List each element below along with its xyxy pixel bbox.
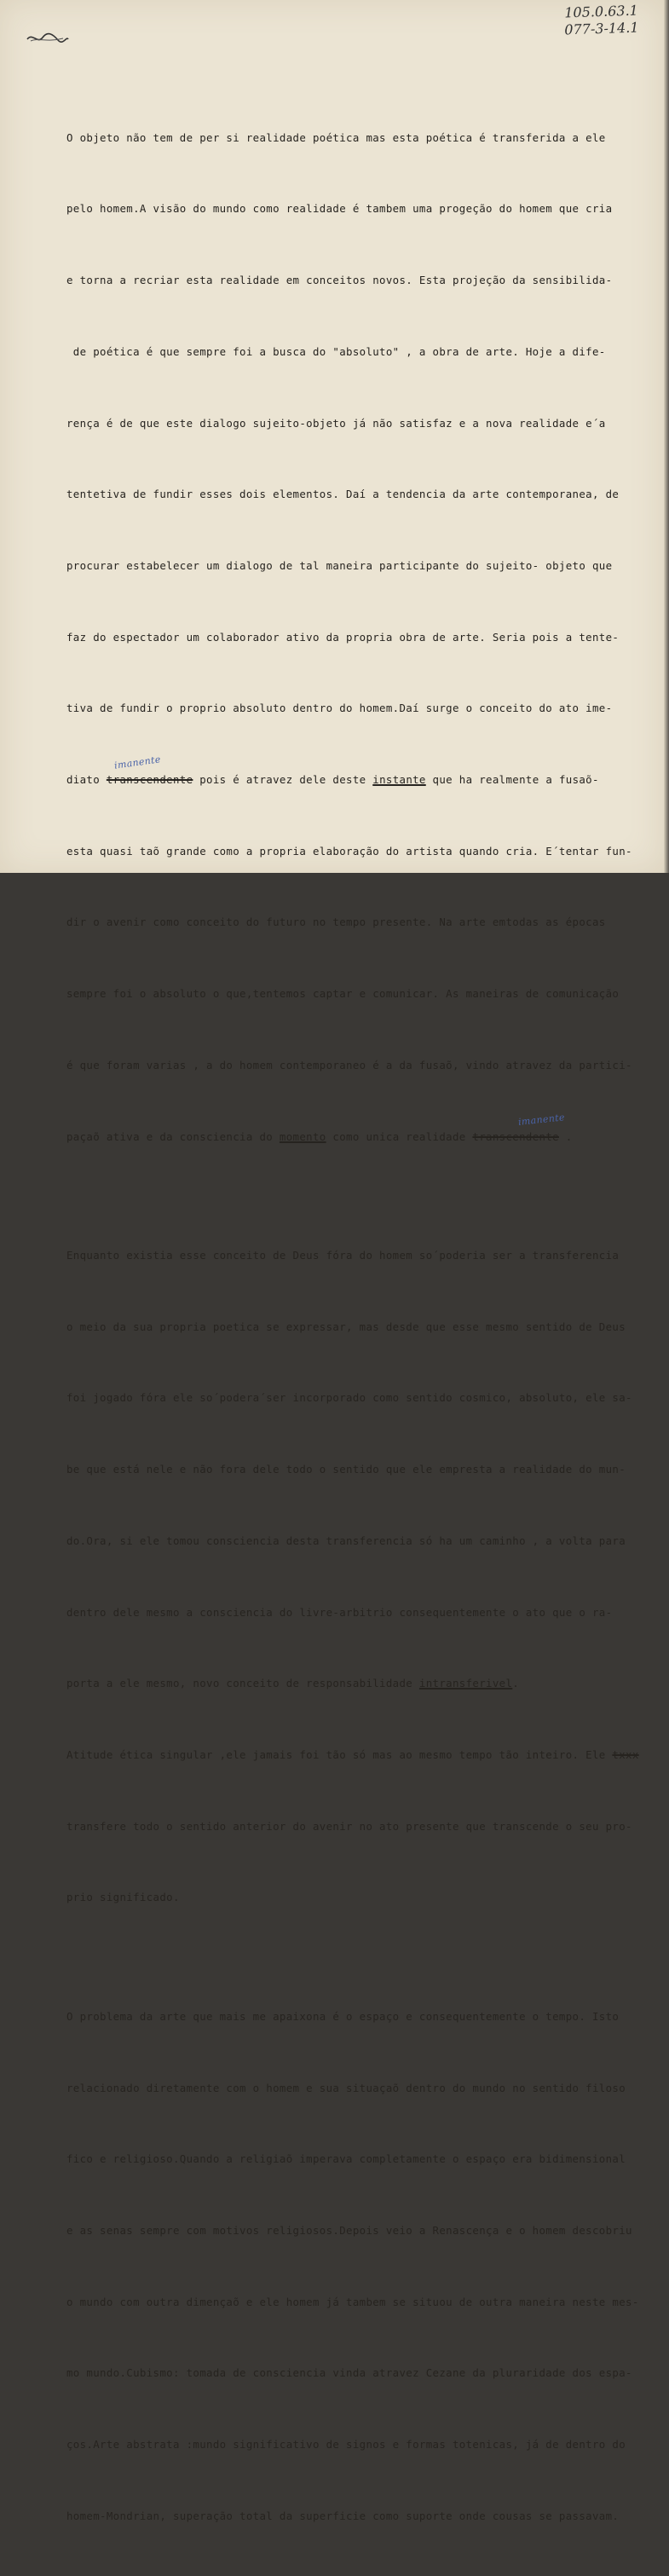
line-text: porta a ele mesmo, novo conceito de responsabilidade <box>66 1677 419 1690</box>
struck-word: txxx <box>612 1748 639 1761</box>
text-line: relacionado diretamente com o homem e sua situaçaõ dentro do mundo no sentido filoso <box>66 2081 626 2094</box>
line-text: Atitude ética singular ,ele jamais foi tão só mas ao mesmo tempo tão inteiro. Ele <box>66 1748 613 1761</box>
text-line: sempre foi o absoluto o que,tentemos captar e comunicar. As maneiras de comunicação <box>66 987 620 1001</box>
text-line: fico e religioso.Quando a religiaõ imperava completamente o espaço era bidimensional <box>66 2152 626 2166</box>
line-text: que ha realmente a fusaõ- <box>425 773 599 787</box>
underlined-word: intransferivel <box>418 1677 513 1690</box>
text-line: O objeto não tem de per si realidade poética mas esta poética é transferida a ele <box>66 130 606 144</box>
archive-codes <box>563 2 638 38</box>
text-line: e as senas sempre com motivos religiosos.Depois veio a Renascença e o homem descobriu <box>66 2224 632 2238</box>
text-line: tentetiva de fundir esses dois elementos. Daí a tendencia da arte contemporanea, de <box>66 488 620 501</box>
text-line: Enquanto existia esse conceito de Deus fóra do homem so´poderia ser a transferencia <box>66 1249 620 1262</box>
handwritten-annotation: imanente <box>113 754 162 771</box>
text-line: dentro dele mesmo a consciencia do livre-arbitrio consequentemente o ato que o ra- <box>66 1605 613 1619</box>
text-line: transfere todo o sentido anterior do avenir no ato presente que transcende o seu pro- <box>66 1819 632 1833</box>
archive-code-1: 105.0.63.1 <box>563 2 638 21</box>
text-line-with-edit <box>66 1743 655 1767</box>
text-line: faz do espectador um colaborador ativo da propria obra de arte. Seria pois a tente- <box>66 630 620 644</box>
text-line: esta quasi taõ grande como a propria elaboração do artista quando cria. E´tentar fun- <box>66 844 632 858</box>
text-line: é que foram varias , a do homem contemporaneo é a da fusaõ, vindo atravez da partici- <box>66 1058 632 1071</box>
document-body <box>66 55 655 2576</box>
ink-scribble-mark <box>26 31 70 46</box>
text-line-with-edit <box>66 754 655 792</box>
text-line: mo mundo.Cubismo: tomada de consciencia vinda atravez Cezane da pluraridade dos espa- <box>66 2366 632 2380</box>
text-line: procurar estabelecer um dialogo de tal maneira participante do sujeito- objeto que <box>66 558 613 572</box>
line-text: . <box>512 1677 520 1690</box>
handwritten-annotation: imanente <box>517 1111 566 1128</box>
text-line: foi jogado fóra ele so´podera´ser incorporado como sentido cosmico, absoluto, ele sa- <box>66 1391 632 1405</box>
underlined-word: momento <box>279 1129 326 1143</box>
line-text: . <box>558 1129 573 1143</box>
struck-word: transcendente <box>106 773 193 787</box>
text-line: O problema da arte que mais me apaixona é o espaço e consequentemente o tempo. Isto <box>66 2009 620 2023</box>
text-line: prio significado. <box>66 1891 180 1904</box>
text-line: de poética é que sempre foi a busca do "absoluto" , a obra de arte. Hoje a dife- <box>66 344 606 358</box>
text-line: ços.Arte abstrata :mundo significativo de signos e formas totenicas, já de dentro do <box>66 2438 626 2452</box>
text-line: e torna a recriar esta realidade em conceitos novos. Esta projeção da sensibilida- <box>66 274 613 287</box>
underlined-word: instante <box>372 773 426 787</box>
text-line: o mundo com outra dimençaõ e ele homem já tambem se situou de outra maneira neste mes- <box>66 2295 639 2308</box>
text-line: be que está nele e não fora dele todo o sentido que ele empresta a realidade do mun- <box>66 1463 626 1476</box>
line-text: paçaõ ativa e da consciencia do <box>66 1129 280 1143</box>
text-line: tiva de fundir o proprio absoluto dentro do homem.Daí surge o conceito do ato ime- <box>66 702 613 715</box>
text-line-with-edit <box>66 1111 655 1149</box>
text-line: do.Ora, si ele tomou consciencia desta transferencia só ha um caminho , a volta para <box>66 1533 626 1547</box>
text-line: dir o avenir como conceito do futuro no tempo presente. Na arte emtodas as épocas <box>66 915 606 929</box>
scan-edge <box>664 0 669 873</box>
text-line-with-underline <box>66 1672 655 1695</box>
archive-code-2: 077-3-14.1 <box>563 19 639 38</box>
struck-word: transcendente <box>472 1129 559 1143</box>
text-line: rença é de que este dialogo sujeito-objeto já não satisfaz e a nova realidade e´a <box>66 416 606 430</box>
line-text: como unica realidade <box>326 1129 473 1143</box>
text-line: homem-Mondrian, superação total da superficie como suporte onde cousas se passavam. <box>66 2509 620 2522</box>
text-line: o meio da sua propria poetica se expressar, mas desde que esse mesmo sentido de Deus <box>66 1320 626 1333</box>
line-text: diato <box>66 773 107 787</box>
text-line: pelo homem.A visão do mundo como realidade é tambem uma progeção do homem que cria <box>66 202 613 216</box>
line-text: pois é atravez dele deste <box>193 773 373 787</box>
